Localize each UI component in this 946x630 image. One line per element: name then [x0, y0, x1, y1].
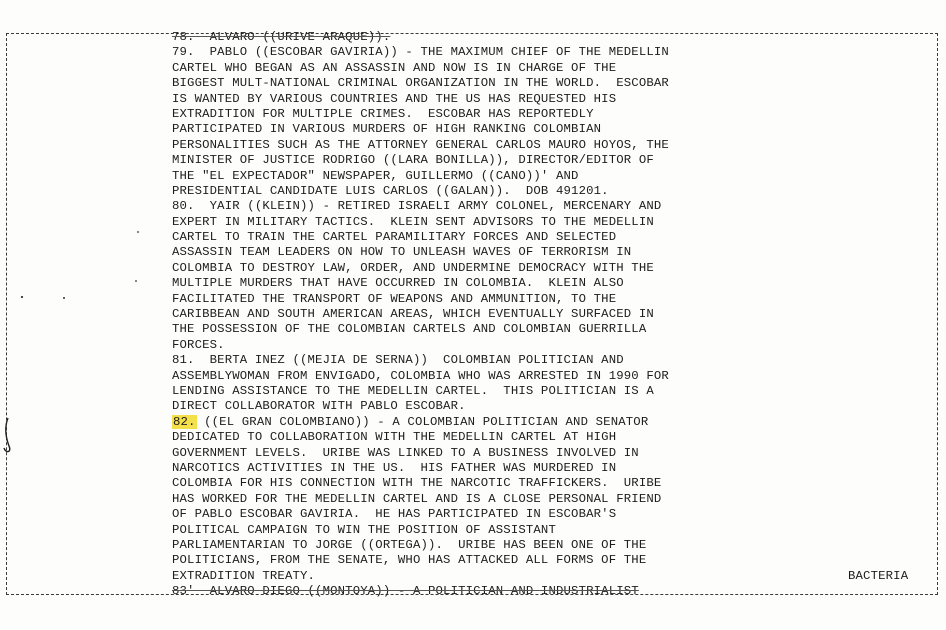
- line-text: COLOMBIA FOR HIS CONNECTION WITH THE NARCOTIC TRAFFICKERS. URIBE: [172, 476, 662, 491]
- line-text: THE POSSESSION OF THE COLOMBIAN CARTELS AND COLOMBIAN GUERRILLA: [172, 322, 647, 337]
- scan-speck: [135, 280, 137, 282]
- line-text: FACILITATED THE TRANSPORT OF WEAPONS AND AMMUNITION, TO THE: [172, 291, 617, 306]
- line-text: CARTEL WHO BEGAN AS AN ASSASSIN AND NOW IS IN CHARGE OF THE: [172, 60, 617, 75]
- line-text: PARLIAMENTARIAN TO JORGE ((ORTEGA)). URIBE HAS BEEN ONE OF THE: [172, 537, 647, 552]
- line-text: COLOMBIA TO DESTROY LAW, ORDER, AND UNDERMINE DEMOCRACY WITH THE: [172, 260, 654, 275]
- line-text: POLITICIANS, FROM THE SENATE, WHO HAS ATTACKED ALL FORMS OF THE: [172, 553, 647, 568]
- line-text: IS WANTED BY VARIOUS COUNTRIES AND THE US HAS REQUESTED HIS: [172, 91, 617, 106]
- line-text: EXPERT IN MILITARY TACTICS. KLEIN SENT ADVISORS TO THE MEDELLIN: [172, 214, 654, 229]
- side-label: BACTERIA: [848, 569, 909, 583]
- line-text: OF PABLO ESCOBAR GAVIRIA. HE HAS PARTICIPATED IN ESCOBAR'S: [172, 507, 617, 522]
- line-text: GOVERNMENT LEVELS. URIBE WAS LINKED TO A BUSINESS INVOLVED IN: [172, 445, 639, 460]
- line-text: BIGGEST MULT-NATIONAL CRIMINAL ORGANIZATION IN THE WORLD. ESCOBAR: [172, 76, 669, 91]
- line-text: PARTICIPATED IN VARIOUS MURDERS OF HIGH RANKING COLOMBIAN: [172, 122, 602, 137]
- line-text: EXTRADITION TREATY.: [172, 568, 316, 583]
- line-text: LENDING ASSISTANCE TO THE MEDELLIN CARTEL. THIS POLITICIAN IS A: [172, 383, 654, 398]
- line-text: THE "EL EXPECTADOR" NEWSPAPER, GUILLERMO ((CANO))' AND: [172, 168, 579, 183]
- highlighted-entry-number: 82.: [173, 414, 196, 429]
- line-text: ASSASSIN TEAM LEADERS ON HOW TO UNLEASH WAVES OF TERRORISM IN: [172, 245, 632, 260]
- line-text: ((EL GRAN COLOMBIANO)) - A COLOMBIAN POLITICIAN AND SENATOR: [196, 414, 649, 429]
- line-text: 81. BERTA INEZ ((MEJIA DE SERNA)) COLOMBIAN POLITICIAN AND: [172, 353, 624, 368]
- line-text: 83' ALVARO DIEGO ((MONTOYA)) - A POLITICIAN AND INDUSTRIALIST: [172, 584, 639, 599]
- line-text: CARTEL TO TRAIN THE CARTEL PARAMILITARY FORCES AND SELECTED: [172, 230, 617, 245]
- line-text: ASSEMBLYWOMAN FROM ENVIGADO, COLOMBIA WHO WAS ARRESTED IN 1990 FOR: [172, 368, 669, 383]
- scan-speck: [63, 297, 65, 299]
- line-text: 79. PABLO ((ESCOBAR GAVIRIA)) - THE MAXIMUM CHIEF OF THE MEDELLIN: [172, 45, 669, 60]
- margin-pen-mark: [4, 418, 10, 452]
- line-text: 80. YAIR ((KLEIN)) - RETIRED ISRAELI ARMY COLONEL, MERCENARY AND: [172, 199, 662, 214]
- line-text: PRESIDENTIAL CANDIDATE LUIS CARLOS ((GALAN)). DOB 491201.: [172, 183, 609, 198]
- line-text: CARIBBEAN AND SOUTH AMERICAN AREAS, WHICH EVENTUALLY SURFACED IN: [172, 307, 654, 322]
- line-text: MULTIPLE MURDERS THAT HAVE OCCURRED IN COLOMBIA. KLEIN ALSO: [172, 276, 624, 291]
- line-text: POLITICAL CAMPAIGN TO WIN THE POSITION OF ASSISTANT: [172, 522, 556, 537]
- line-text: HAS WORKED FOR THE MEDELLIN CARTEL AND IS A CLOSE PERSONAL FRIEND: [172, 491, 662, 506]
- line-text: DEDICATED TO COLLABORATION WITH THE MEDELLIN CARTEL AT HIGH: [172, 430, 617, 445]
- scan-speck: [21, 296, 23, 298]
- line-text: NARCOTICS ACTIVITIES IN THE US. HIS FATHER WAS MURDERED IN: [172, 460, 617, 475]
- line-text: EXTRADITION FOR MULTIPLE CRIMES. ESCOBAR HAS REPORTEDLY: [172, 106, 594, 121]
- line-text: MINISTER OF JUSTICE RODRIGO ((LARA BONILLA)), DIRECTOR/EDITOR OF: [172, 153, 654, 168]
- line-text: PERSONALITIES SUCH AS THE ATTORNEY GENERAL CARLOS MAURO HOYOS, THE: [172, 137, 669, 152]
- line-text: DIRECT COLLABORATOR WITH PABLO ESCOBAR.: [172, 399, 466, 414]
- line-text: 78. ALVARO ((URIVE ARAQUE)).: [172, 30, 391, 44]
- scan-speck: [137, 231, 139, 233]
- line-text: FORCES.: [172, 337, 225, 352]
